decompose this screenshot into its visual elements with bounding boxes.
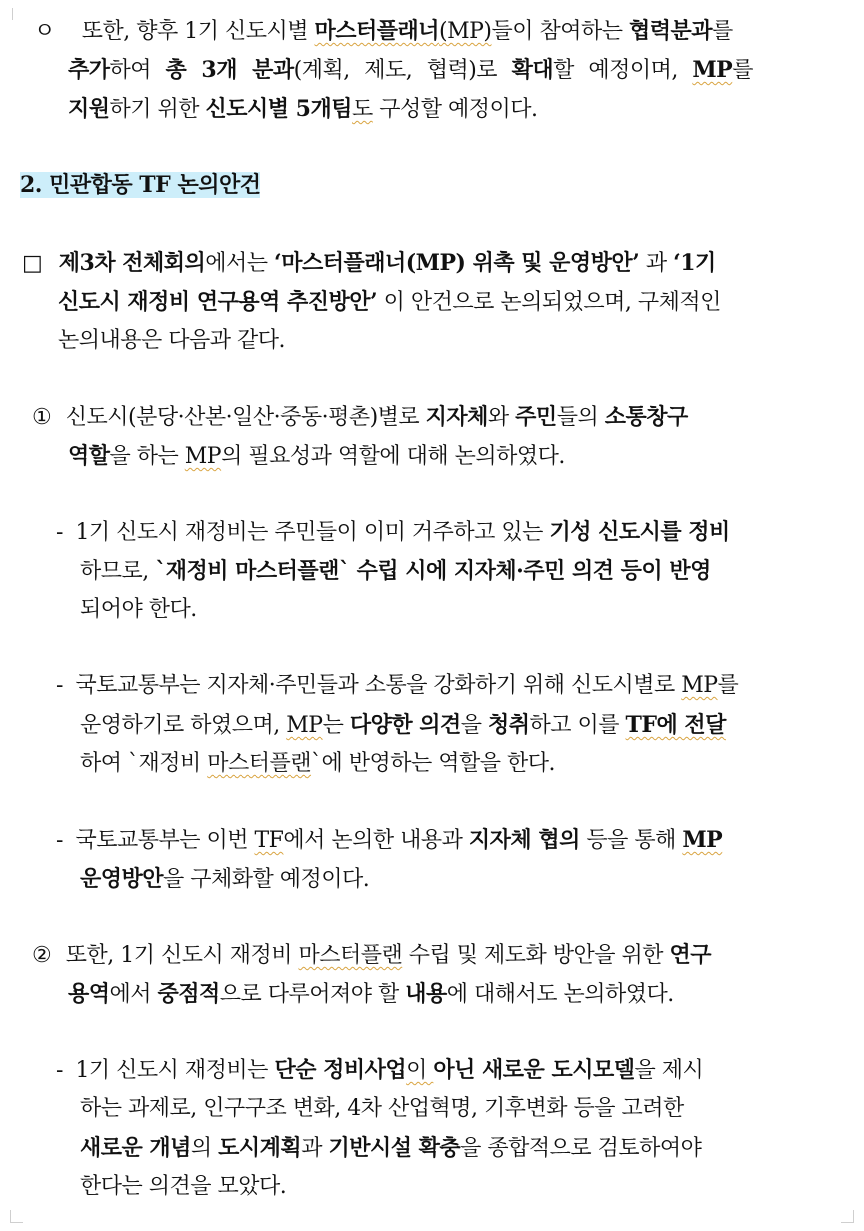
paragraph-line: 논의내용은 다음과 같다. [58,328,286,353]
paragraph-line: 운영방안을 구체화할 예정이다. [80,866,370,892]
bullet-dash: - [56,520,63,545]
bullet-circle: ㅇ [34,19,55,44]
paragraph-line: 새로운 개념의 도시계획과 기반시설 확충을 종합적으로 검토하여야 [80,1135,702,1161]
page-corner-mark [10,1210,23,1223]
bullet-dash: - [56,828,63,853]
paragraph-line: - 국토교통부는 지자체·주민들과 소통을 강화하기 위해 신도시별로 MP를 [56,673,739,698]
paragraph-line: - 1기 신도시 재정비는 단순 정비사업이 아닌 새로운 도시모델을 제시 [56,1057,704,1083]
paragraph-line: ② 또한, 1기 신도시 재정비 마스터플랜 수립 및 제도화 방안을 위한 연구 [32,942,711,968]
paragraph-line: 하므로, `재정비 마스터플랜` 수립 시에 지자체·주민 의견 등이 반영 [80,558,711,584]
paragraph-line: ㅇ 또한, 향후 1기 신도시별 마스터플래너(MP)들이 참여하는 협력분과를 [34,18,733,44]
bullet-dash: - [56,673,63,698]
paragraph-line: 지원하기 위한 신도시별 5개팀도 구성할 예정이다. [68,96,538,122]
paragraph-line: □ 제3차 전체회의에서는 ‘마스터플래너(MP) 위촉 및 운영방안’ 과 ‘1기 [22,250,716,276]
paragraph-line: - 국토교통부는 이번 TF에서 논의한 내용과 지자체 협의 등을 통해 MP [56,827,723,853]
item-number-1: ① [32,405,52,430]
paragraph-line: 신도시 재정비 연구용역 추진방안’ 이 안건으로 논의되었으며, 구체적인 [58,289,721,315]
paragraph-line: 역할을 하는 MP의 필요성과 역할에 대해 논의하였다. [68,443,565,469]
paragraph-line: 한다는 의견을 모았다. [80,1174,287,1199]
section-heading: 2. 민관합동 TF 논의안건 [20,172,261,198]
page-corner-mark [841,1210,854,1223]
paragraph-line: 운영하기로 하였으며, MP는 다양한 의견을 청취하고 이를 TF에 전달 [80,712,726,738]
paragraph-line: 용역에서 중점적으로 다루어져야 할 내용에 대해서도 논의하였다. [68,981,674,1007]
paragraph-line: ① 신도시(분당·산본·일산·중동·평촌)별로 지자체와 주민들의 소통창구 [32,404,688,430]
paragraph-line: - 1기 신도시 재정비는 주민들이 이미 거주하고 있는 기성 신도시를 정비 [56,519,730,545]
page-corner-mark [12,8,25,20]
paragraph-line: 하여 `재정비 마스터플랜`에 반영하는 역할을 한다. [80,751,556,776]
paragraph-line: 되어야 한다. [80,597,197,622]
bullet-square: □ [22,251,43,276]
item-number-2: ② [32,943,52,968]
bullet-dash: - [56,1058,63,1083]
paragraph-line: 추가하여 총 3개 분과(계획, 제도, 협력)로 확대할 예정이며, MP를 [68,57,753,83]
paragraph-line: 하는 과제로, 인구구조 변화, 4차 산업혁명, 기후변화 등을 고려한 [80,1096,684,1121]
